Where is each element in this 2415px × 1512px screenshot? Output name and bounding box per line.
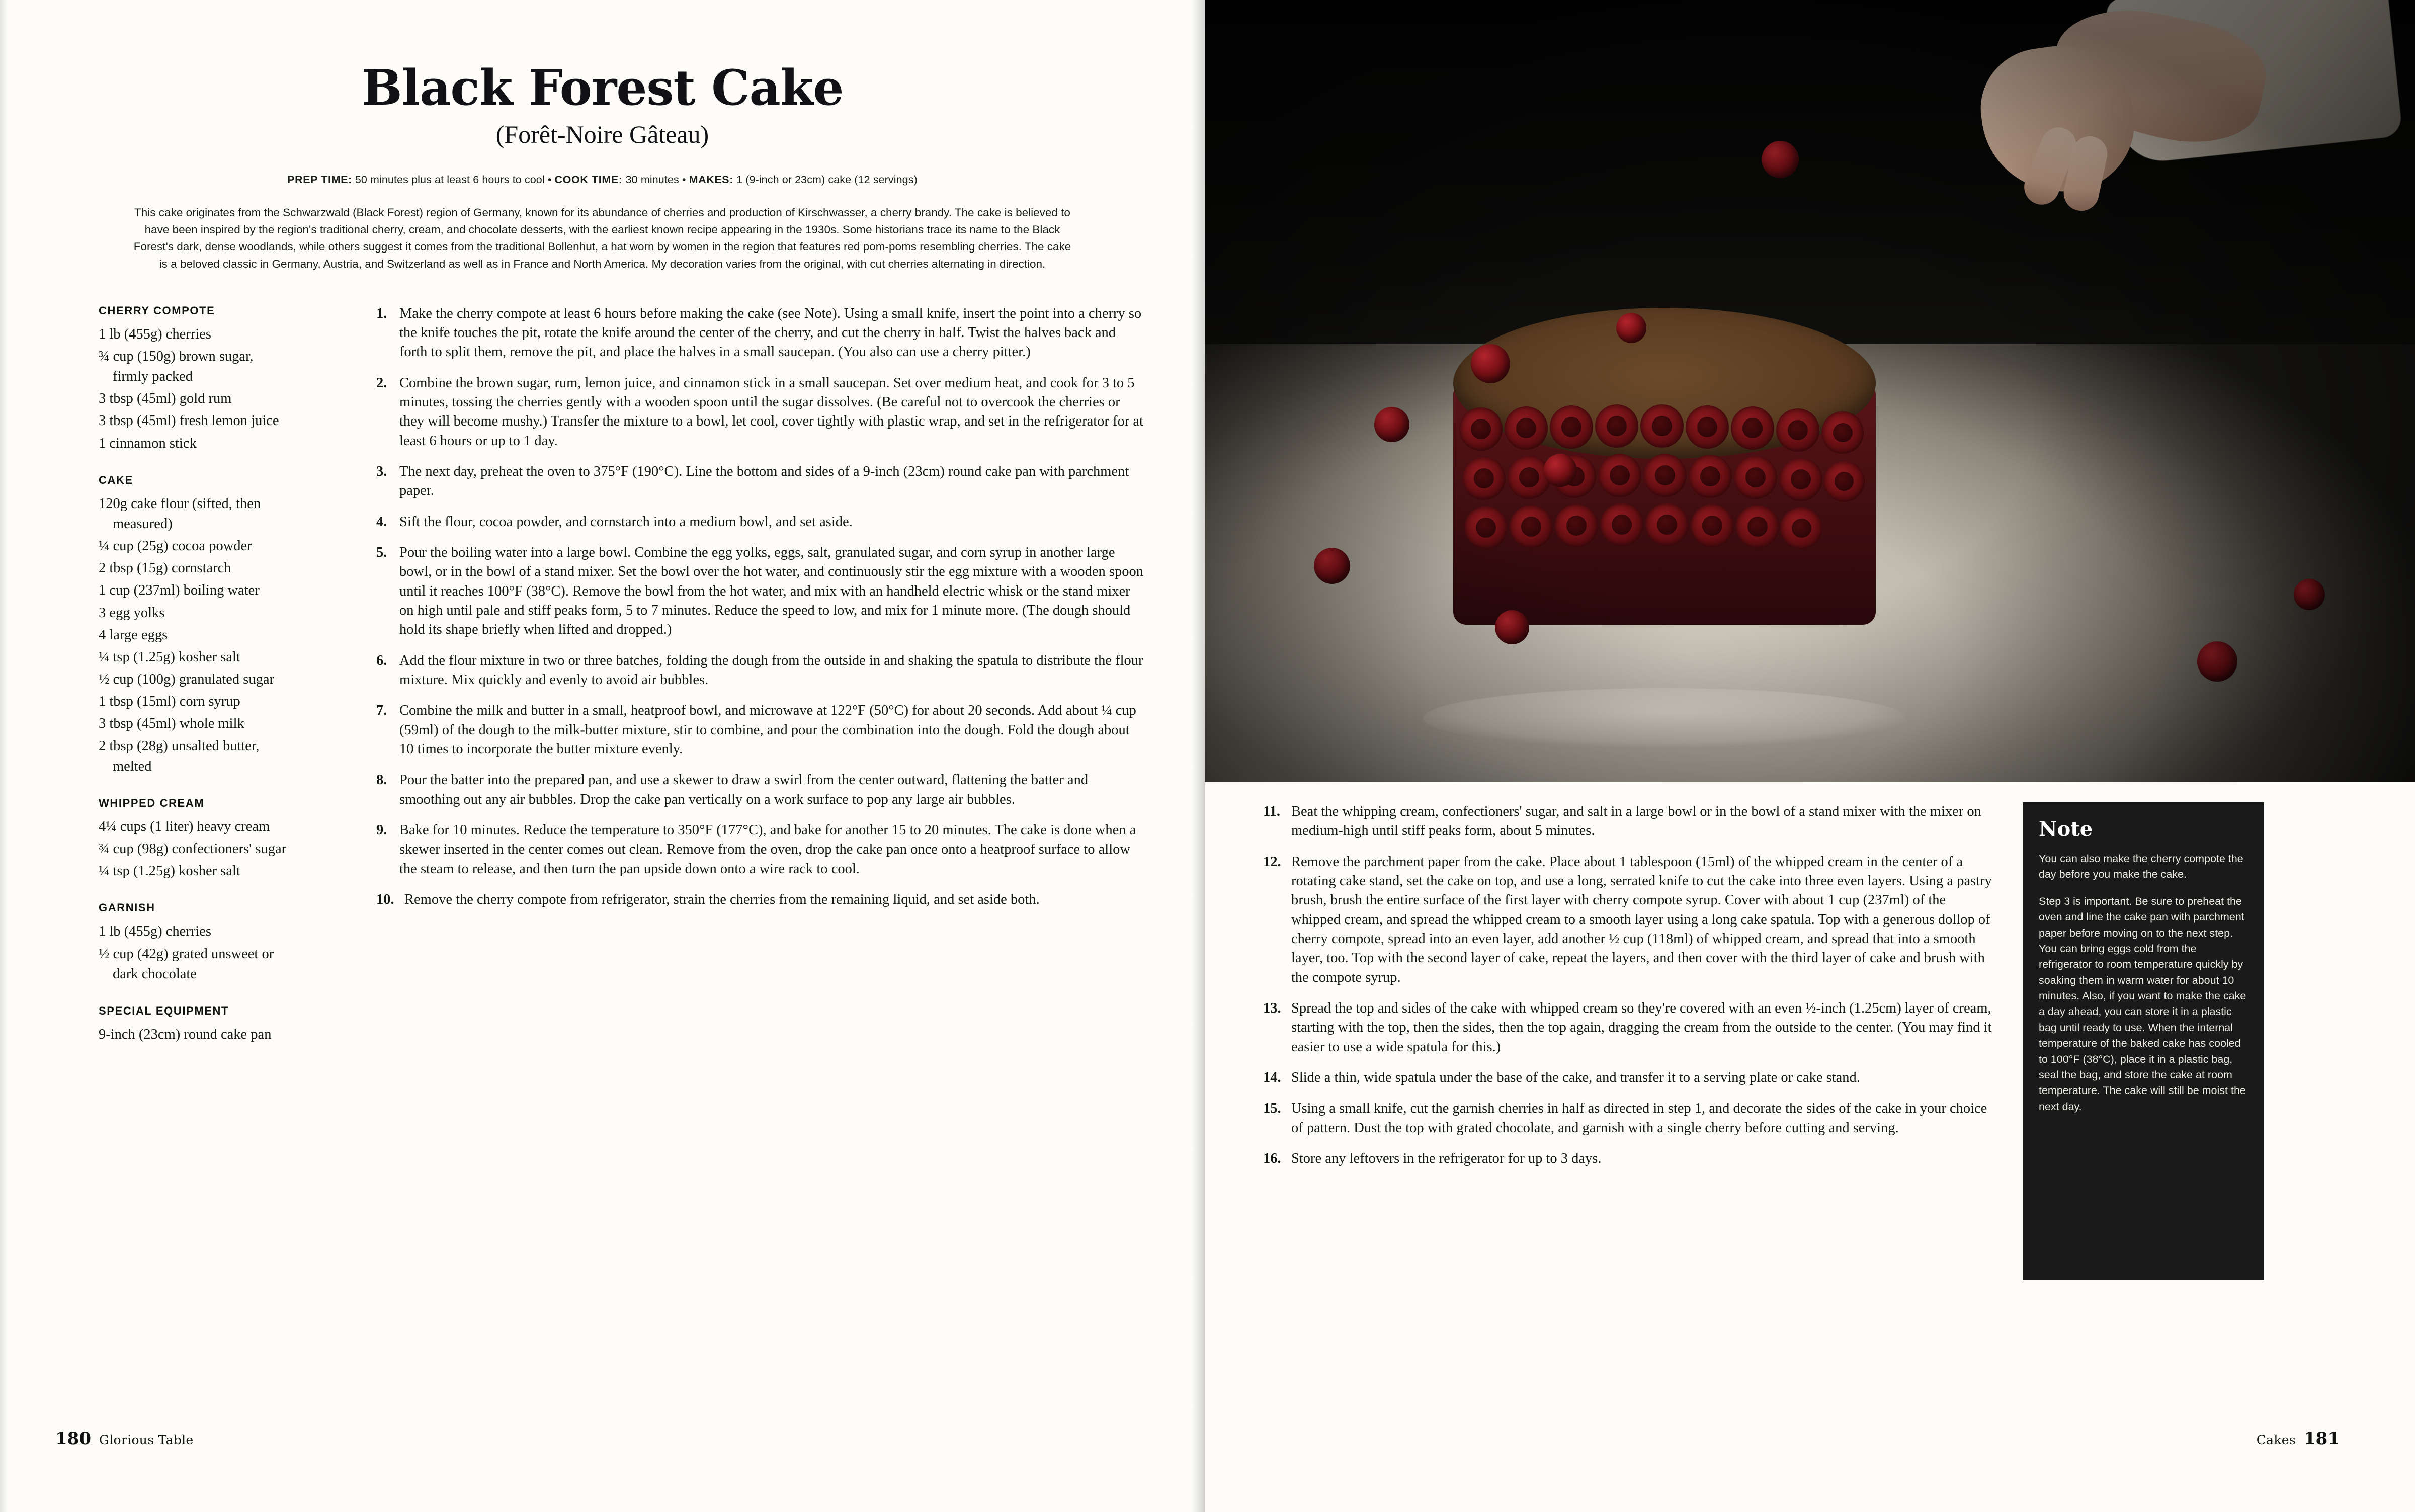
meta-separator-1: • <box>547 173 552 186</box>
instruction-step <box>376 651 1146 690</box>
ingredient-text: ¾ cup (98g) confectioners' sugar <box>99 841 287 857</box>
left-page <box>0 0 1205 1512</box>
ingredient-item <box>99 669 335 690</box>
ingredient-text: 2 tbsp (28g) unsalted butter, <box>99 738 260 754</box>
ingredient-group-heading: SPECIAL EQUIPMENT <box>99 1004 229 1017</box>
ingredient-item <box>99 558 335 578</box>
meta-separator-2: • <box>682 173 686 186</box>
ingredient-item <box>99 944 335 984</box>
note-title: Note <box>2039 817 2093 841</box>
step-text: Combine the brown sugar, rum, lemon juice, and cinnamon stick in a small saucepan. Set over medium heat, and cook for 3 to 5 minutes, tossing the cherries gently with a wooden spoon until the sugar dissolves. (Be careful not to overcook the cherries or they will become mushy.) Transfer the mixture to a bowl, let cool, cover tightly with plastic wrap, and set in the refrigerator for at least 6 hours or up to 1 day. <box>399 375 1143 449</box>
instruction-step <box>376 821 1146 879</box>
instruction-step <box>376 890 1146 909</box>
step-number: 5. <box>376 544 387 560</box>
ingredient-text: ¾ cup (150g) brown sugar, <box>99 348 254 364</box>
step-text: Combine the milk and butter in a small, heatproof bowl, and microwave at 122°F (50°C) for about 20 seconds. Add about ¼ cup (59ml) of the dough to the milk-butter mixture, stir to combine, and pour the combination into the dough. Fold the dough about 10 times to incorporate the butter mixture evenly. <box>399 703 1136 757</box>
ingredient-group-heading: CAKE <box>99 473 133 486</box>
ingredient-group <box>99 474 335 777</box>
instruction-step <box>376 543 1146 640</box>
ingredient-group-heading: CHERRY COMPOTE <box>99 304 215 317</box>
recipe-meta <box>0 174 1205 186</box>
prep-time-value: 50 minutes plus at least 6 hours to cool <box>355 173 545 186</box>
step-number: 2. <box>376 375 387 391</box>
ingredient-item <box>99 536 335 556</box>
step-number: 11. <box>1263 804 1281 819</box>
ingredient-item <box>99 580 335 601</box>
ingredient-text: 3 tbsp (45ml) fresh lemon juice <box>99 413 279 429</box>
ingredient-item <box>99 434 335 454</box>
step-text: Add the flour mixture in two or three batches, folding the dough from the outside in and shaking the spatula to distribute the flour mixture. Mix quickly and evenly to avoid air bubbles. <box>399 652 1143 688</box>
ingredient-item <box>99 839 335 859</box>
ingredient-item <box>99 324 335 345</box>
recipe-headnote: This cake originates from the Schwarzwald (Black Forest) region of Germany, known for its abundance of cherries and production of Kirschwasser, a cherry brandy. The cake is believed to have been inspired by the region's traditional cherry, cream, and chocolate desserts, with the earliest known recipe appearing in the 1930s. Some historians trace its name to the Black Forest's dark, dense woodlands, while others suggest it comes from the traditional Bollenhut, a hat worn by women in the region that features red pom-poms resembling cherries. The cake is a beloved classic in Germany, Austria, and Switzerland as well as in France and North America. My decoration varies from the original, with cut cherries alternating in direction. <box>133 206 1071 271</box>
ingredient-item <box>99 494 335 534</box>
step-text: Using a small knife, cut the garnish cherries in half as directed in step 1, and decorate the sides of the cake in your choice of pattern. Dust the top with grated chocolate, and garnish with a single cherry before cutting and serving. <box>1291 1101 1987 1136</box>
instructions-column-left <box>355 304 1146 1047</box>
ingredient-text: 1 cup (237ml) boiling water <box>99 582 260 599</box>
ingredient-group <box>99 304 335 454</box>
page-number-left: 180 <box>55 1429 91 1449</box>
step-number: 7. <box>376 703 387 719</box>
step-number: 9. <box>376 822 387 838</box>
step-text: Make the cherry compote at least 6 hours before making the cake (see Note). Using a small knife, insert the point into a cherry so the knife touches the pit, rotate the knife around the center of the cherry, and cut the cherry in half. Twist the halves back and forth to split them, remove the pit, and place the halves in a small saucepan. (You also can use a cherry pitter.) <box>399 305 1142 360</box>
recipe-photo <box>1205 0 2415 782</box>
instruction-step <box>1263 802 1994 841</box>
ingredient-group-heading: GARNISH <box>99 901 155 914</box>
ingredient-group <box>99 1004 335 1045</box>
ingredients-column <box>99 304 355 1047</box>
step-text: Remove the parchment paper from the cake. Place about 1 tablespoon (15ml) of the whipped cream in the center of a rotating cake stand, set the cake on top, and use a long, serrated knife to cut the cake into three even layers. Using a pastry brush, brush the entire surface of the first layer with cherry compote syrup. Cover with about 1 cup (237ml) of the whipped cream, and spread the whipped cream to a smooth layer using a long cake spatula. Top with a generous dollop of cherry compote, spread into an even layer, add another ½ cup (118ml) of whipped cream, and spread that into a smooth layer, too. Top with the second layer of cake, repeat the layers, and then cover with the third layer of cake and brush with the compote syrup. <box>1291 854 1992 985</box>
step-number: 8. <box>376 772 387 788</box>
instruction-step <box>376 513 1146 532</box>
step-text: Store any leftovers in the refrigerator for up to 3 days. <box>1291 1150 1602 1166</box>
left-columns <box>0 304 1205 1047</box>
ingredient-group <box>99 797 335 882</box>
ingredient-text: 3 tbsp (45ml) gold rum <box>99 391 232 407</box>
note-paragraph: You can also make the cherry compote the day before you make the cake. <box>2039 853 2243 881</box>
step-number: 13. <box>1263 1000 1281 1016</box>
cook-time-label: COOK TIME: <box>554 173 623 186</box>
ingredient-text: ¼ cup (25g) cocoa powder <box>99 538 252 554</box>
prep-time-label: PREP TIME: <box>287 173 352 186</box>
step-number: 16. <box>1263 1150 1281 1166</box>
step-text: Slide a thin, wide spatula under the base of the cake, and transfer it to a serving plate or cake stand. <box>1291 1069 1860 1085</box>
chapter-title: Cakes <box>2256 1433 2296 1447</box>
ingredient-item <box>99 603 335 623</box>
instruction-step <box>376 374 1146 451</box>
title-block <box>0 0 1205 186</box>
ingredient-text-cont: melted <box>113 758 152 774</box>
ingredient-text: 3 tbsp (45ml) whole milk <box>99 716 244 732</box>
instruction-step <box>376 462 1146 501</box>
step-text: Remove the cherry compote from refrigerator, strain the cherries from the remaining liquid, and set aside both. <box>404 891 1040 907</box>
ingredient-text: ½ cup (42g) grated unsweet or <box>99 946 274 962</box>
instruction-step <box>1263 853 1994 987</box>
step-number: 14. <box>1263 1069 1281 1085</box>
ingredient-item <box>99 647 335 667</box>
ingredient-text: 1 tbsp (15ml) corn syrup <box>99 694 240 710</box>
step-number: 15. <box>1263 1101 1281 1117</box>
ingredient-text: 3 egg yolks <box>99 605 165 621</box>
ingredient-text: ½ cup (100g) granulated sugar <box>99 671 275 688</box>
step-number: 3. <box>376 463 387 479</box>
ingredient-text: 1 cinnamon stick <box>99 435 197 451</box>
page-title: Black Forest Cake <box>361 59 844 116</box>
ingredient-text-cont: firmly packed <box>113 369 193 384</box>
ingredient-group-heading: WHIPPED CREAM <box>99 796 205 809</box>
ingredient-text: 1 lb (455g) cherries <box>99 326 211 342</box>
makes-value: 1 (9-inch or 23cm) cake (12 servings) <box>736 173 918 186</box>
book-title: Glorious Table <box>99 1433 194 1447</box>
note-paragraph: Step 3 is important. Be sure to preheat the oven and line the cake pan with parchment paper before moving on to the next step. You can bring eggs cold from the refrigerator to room temperature quickly by soaking them in warm water for about 10 minutes. Also, if you want to make the cake a day ahead, you can store it in a plastic bag until ready to use. When the internal temperature of the baked cake has cooled to 100°F (38°C), place it in a plastic bag, seal the bag, and store the cake at room temperature. The cake will still be moist the next day. <box>2039 895 2246 1113</box>
instruction-step <box>376 304 1146 362</box>
instruction-step <box>1263 1149 1994 1168</box>
step-number: 4. <box>376 514 387 530</box>
page-number-right: 181 <box>2304 1429 2340 1449</box>
ingredient-item <box>99 921 335 942</box>
ingredient-text-cont: dark chocolate <box>113 966 197 982</box>
step-number: 12. <box>1263 854 1281 870</box>
ingredient-item <box>99 411 335 431</box>
ingredient-text: 9-inch (23cm) round cake pan <box>99 1026 272 1042</box>
instruction-step <box>1263 1068 1994 1087</box>
instruction-step <box>376 771 1146 809</box>
ingredient-item <box>99 714 335 734</box>
recipe-subtitle: (Forêt-Noire Gâteau) <box>495 120 709 148</box>
ingredient-text-cont: measured) <box>113 516 173 532</box>
instruction-step <box>1263 1099 1994 1138</box>
instruction-step <box>376 701 1146 759</box>
left-page-footer <box>55 1429 194 1449</box>
step-text: Pour the batter into the prepared pan, and use a skewer to draw a swirl from the center outward, flattening the batter and smoothing out any air bubbles. Drop the cake pan vertically on a work surface to pop any large air bubbles. <box>399 772 1089 807</box>
ingredient-item <box>99 389 335 409</box>
ingredient-text: ¼ tsp (1.25g) kosher salt <box>99 863 240 879</box>
instruction-step <box>1263 999 1994 1057</box>
ingredient-text: 4¼ cups (1 liter) heavy cream <box>99 818 270 834</box>
step-number: 6. <box>376 652 387 668</box>
ingredient-item <box>99 692 335 712</box>
step-text: Sift the flour, cocoa powder, and cornstarch into a medium bowl, and set aside. <box>399 514 853 530</box>
ingredient-item <box>99 347 335 387</box>
ingredient-item <box>99 625 335 645</box>
instructions-column-right <box>1263 802 2023 1280</box>
step-number: 1. <box>376 305 387 321</box>
photo-vignette <box>1205 0 2415 782</box>
ingredient-text: 4 large eggs <box>99 627 168 643</box>
ingredient-item <box>99 817 335 837</box>
cook-time-value: 30 minutes <box>625 173 679 186</box>
makes-label: MAKES: <box>689 173 733 186</box>
step-text: The next day, preheat the oven to 375°F (190°C). Line the bottom and sides of a 9-inch (23cm) round cake pan with parchment paper. <box>399 463 1129 499</box>
ingredient-text: 1 lb (455g) cherries <box>99 923 211 940</box>
ingredient-item <box>99 861 335 881</box>
right-page-footer <box>2257 1429 2340 1449</box>
step-text: Beat the whipping cream, confectioners' sugar, and salt in a large bowl or in the bowl of a stand mixer with the mixer on medium-high until stiff peaks form, about 5 minutes. <box>1291 804 1981 839</box>
right-page <box>1205 0 2415 1512</box>
note-box <box>2023 802 2264 1280</box>
right-body <box>1205 802 2415 1280</box>
ingredient-text: 120g cake flour (sifted, then <box>99 495 261 512</box>
step-text: Bake for 10 minutes. Reduce the temperature to 350°F (177°C), and bake for another 15 to 20 minutes. The cake is done when a skewer inserted in the center comes out clean. Remove from the oven, drop the cake pan once onto a heatproof surface to allow the steam to release, and then turn the pan upside down onto a wire rack to cool. <box>399 822 1136 877</box>
ingredient-item <box>99 1025 335 1045</box>
ingredient-group <box>99 901 335 984</box>
step-text: Pour the boiling water into a large bowl. Combine the egg yolks, eggs, salt, granulated sugar, and corn syrup in another large bowl, or in the bowl of a stand mixer. Set the bowl over the hot water, and continuously stir the egg mixture with a wooden spoon until it reaches 100°F (38°C). Remove the bowl from the hot water, and mix with an handheld electric whisk or the stand mixer on high until pale and stiff peaks form, 5 to 7 minutes. Reduce the speed to low, and mix for 1 minute more. (The dough should hold its shape briefly when lifted and dropped.) <box>399 544 1144 638</box>
ingredient-text: ¼ tsp (1.25g) kosher salt <box>99 649 240 665</box>
ingredient-text: 2 tbsp (15g) cornstarch <box>99 560 231 576</box>
step-text: Spread the top and sides of the cake with whipped cream so they're covered with an even ½-inch (1.25cm) layer of cream, starting with the top, then the sides, then the top again, dragging the cream from the outside to the center. (You may find it easier to use a wide spatula for this.) <box>1291 1000 1992 1055</box>
ingredient-item <box>99 736 335 777</box>
step-number: 10. <box>376 891 394 907</box>
